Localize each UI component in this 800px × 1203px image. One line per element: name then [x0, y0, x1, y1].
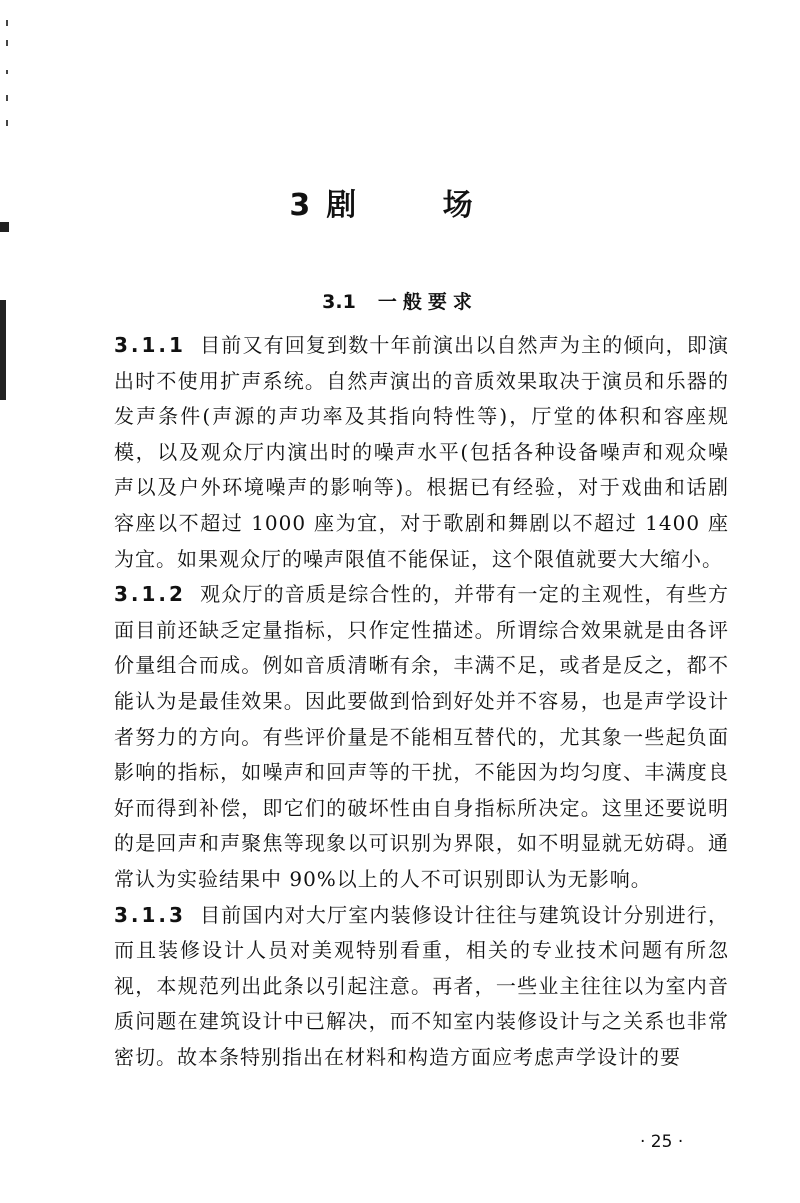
clause-number: 3.1.1	[114, 333, 186, 357]
body-text	[114, 328, 729, 1075]
clause-number: 3.1.3	[114, 902, 186, 927]
chapter-number: 3	[289, 188, 313, 223]
clause-3-1-2	[114, 577, 729, 897]
clause-number: 3.1.2	[114, 582, 186, 607]
clause-3-1-1	[114, 328, 729, 577]
section-name: 一般要求	[377, 291, 478, 313]
section-number: 3.1	[322, 291, 356, 313]
clause-3-1-3	[114, 898, 729, 1076]
section-title	[0, 287, 800, 314]
chapter-name: 剧 场	[326, 188, 511, 223]
clause-text: 观众厅的音质是综合性的，并带有一定的主观性，有些方面目前还缺乏定量指标，只作定性描述。所谓综合效果就是由各评价量组合而成。例如音质清晰有余，丰满不足，或者是反之，都不能认为是最佳效果。因此要做到恰到好处并不容易，也是声学设计者努力的方向。有些评价量是不能相互替代的，尤其象一些起负面影响的指标，如噪声和回声等的干扰，不能因为均匀度、丰满度良好而得到补偿，即它们的破坏性由自身指标所决定。这里还要说明的是回声和声聚焦等现象以可识别为界限，如不明显就无妨碍。通常认为实验结果中 90%以上的人不可识别即认为无影响。	[114, 582, 729, 891]
clause-text: 目前又有回复到数十年前演出以自然声为主的倾向，即演出时不使用扩声系统。自然声演出的音质效果取决于演员和乐器的发声条件(声源的声功率及其指向特性等)，厅堂的体积和容座规模，以及观众厅内演出时的噪声水平(包括各种设备噪声和观众噪声以及户外环境噪声的影响等)。根据已有经验，对于戏曲和话剧容座以不超过 1000 座为宜，对于歌剧和舞剧以不超过 1400 座为宜。如果观众厅的噪声限值不能保证，这个限值就要大大缩小。	[114, 333, 729, 571]
page-number: · 25 ·	[640, 1132, 684, 1152]
chapter-title	[0, 180, 800, 224]
clause-text: 目前国内对大厅室内装修设计往往与建筑设计分别进行，而且装修设计人员对美观特别看重，相关的专业技术问题有所忽视，本规范列出此条以引起注意。再者，一些业主往往以为室内音质问题在建筑设计中已解决，而不知室内装修设计与之关系也非常密切。故本条特别指出在材料和构造方面应考虑声学设计的要	[114, 902, 729, 1069]
